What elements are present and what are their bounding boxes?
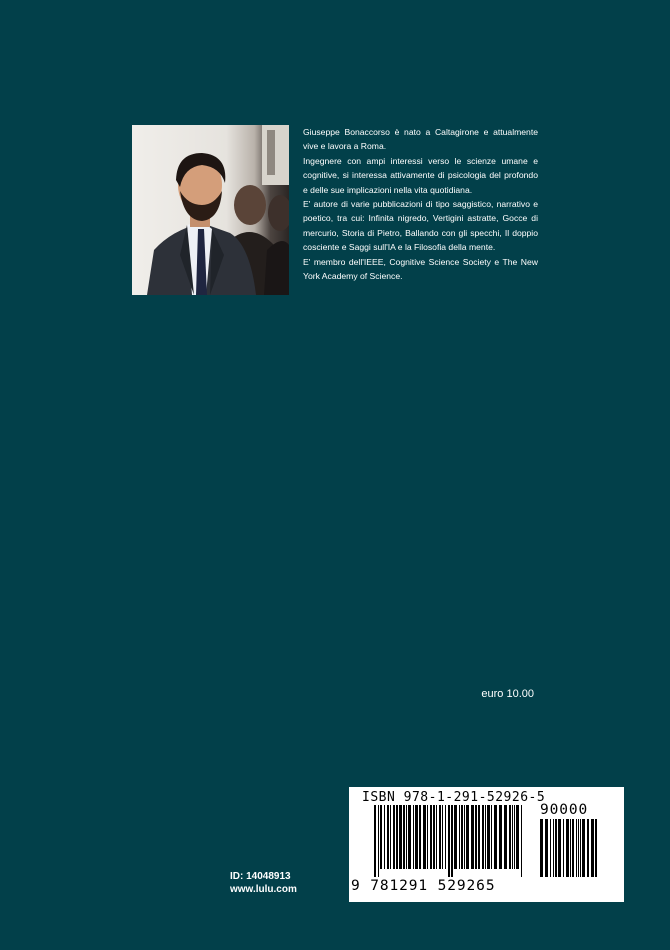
publisher-site: www.lulu.com — [230, 884, 297, 895]
publisher-info — [230, 870, 297, 896]
author-photo — [132, 125, 289, 295]
bio-paragraph: Ingegnere con ampi interessi verso le scienze umane e cognitive, si interessa attivamente di psicologia del profondo e delle sue implicazioni nella vita quotidiana. — [303, 155, 538, 195]
publisher-id: ID: 14048913 — [230, 871, 291, 882]
author-bio — [303, 125, 538, 283]
addon-barcode-bars — [540, 819, 600, 885]
isbn-text: ISBN 978-1-291-52926-5 — [362, 790, 546, 805]
bio-paragraph: Giuseppe Bonaccorso è nato a Caltagirone e attualmente vive e lavora a Roma. — [303, 127, 538, 152]
bio-paragraph: E' autore di varie pubblicazioni di tipo saggistico, narrativo e poetico, tra cui: Infinita nigredo, Vertigini astratte, Gocce di mercurio, Storia di Pietro, Ballando con gli specchi, Il doppio cosciente e Saggi sull'IA e la Filosofia della mente. — [303, 199, 538, 253]
addon-digits: 90000 — [540, 802, 589, 818]
price-label: euro 10.00 — [481, 688, 534, 700]
author-portrait-image — [132, 125, 289, 295]
barcode-box — [349, 787, 624, 902]
ean-digits: 9 781291 529265 — [351, 878, 496, 894]
ean-barcode-bars — [374, 805, 524, 877]
bio-paragraph: E' membro dell'IEEE, Cognitive Science Society e The New York Academy of Science. — [303, 256, 538, 282]
